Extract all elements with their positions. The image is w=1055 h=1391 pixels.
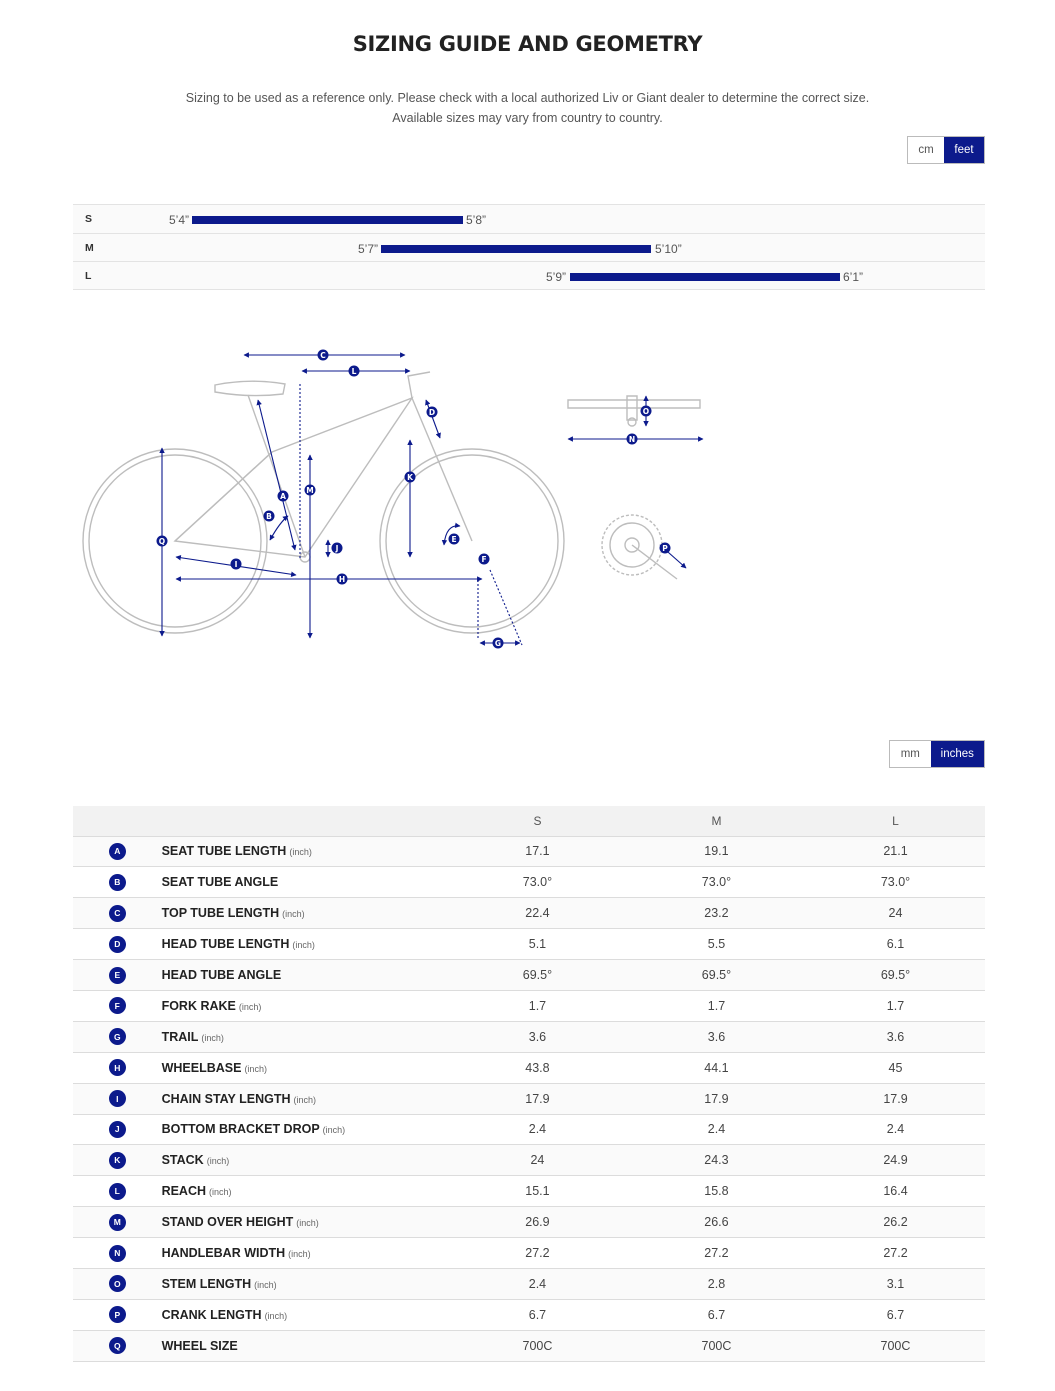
- letter-badge: B: [109, 874, 126, 891]
- size-value-cell: 3.6: [448, 1021, 627, 1052]
- svg-text:P: P: [662, 544, 668, 553]
- height-unit-toggle: [907, 136, 985, 164]
- measurement-name: FORK RAKE: [161, 998, 236, 1013]
- svg-text:Q: Q: [158, 537, 166, 546]
- measurement-name-cell: [162, 990, 448, 1021]
- cm-unit-button[interactable]: cm: [908, 137, 944, 163]
- rider-height-row-m: [73, 233, 985, 262]
- size-value-cell: 19.1: [627, 836, 806, 867]
- measurement-name: STACK: [161, 1153, 204, 1168]
- size-value-cell: 73.0°: [448, 867, 627, 898]
- geometry-row: [73, 1207, 985, 1238]
- geometry-row: [73, 1268, 985, 1299]
- feet-unit-button[interactable]: feet: [944, 137, 984, 163]
- size-value-cell: 6.7: [806, 1299, 985, 1330]
- rider-height-chart: [73, 204, 985, 290]
- size-label: S: [85, 213, 93, 225]
- size-value-cell: 1.7: [806, 990, 985, 1021]
- header-size-l: L: [806, 806, 985, 836]
- letter-badge: J: [109, 1121, 126, 1138]
- svg-text:G: G: [494, 639, 502, 648]
- size-value-cell: 24: [448, 1145, 627, 1176]
- size-value-cell: 700C: [627, 1330, 806, 1361]
- size-value-cell: 5.1: [448, 929, 627, 960]
- letter-cell: [73, 867, 162, 898]
- measurement-name-cell: [162, 1330, 448, 1361]
- letter-badge: I: [109, 1090, 126, 1107]
- measurement-unit: (inch): [238, 1001, 262, 1012]
- size-value-cell: 24.3: [627, 1145, 806, 1176]
- geometry-row: [73, 929, 985, 960]
- size-value-cell: 73.0°: [806, 867, 985, 898]
- size-value-cell: 44.1: [627, 1052, 806, 1083]
- marker-m: [305, 485, 316, 496]
- measurement-name: TOP TUBE LENGTH: [161, 906, 280, 921]
- marker-j: [332, 543, 343, 554]
- svg-text:B: B: [266, 512, 272, 521]
- letter-badge: N: [109, 1245, 126, 1262]
- measurement-name-cell: [162, 1238, 448, 1269]
- svg-text:J: J: [335, 544, 339, 553]
- size-value-cell: 26.9: [448, 1207, 627, 1238]
- svg-text:A: A: [280, 492, 286, 501]
- marker-h: [337, 574, 348, 585]
- marker-q: [157, 536, 168, 547]
- geometry-row: [73, 1238, 985, 1269]
- geometry-row: [73, 1330, 985, 1361]
- svg-text:I: I: [234, 560, 238, 569]
- size-value-cell: 26.6: [627, 1207, 806, 1238]
- svg-text:D: D: [428, 408, 436, 417]
- size-value-cell: 15.8: [627, 1176, 806, 1207]
- measurement-unit: (inch): [244, 1063, 267, 1074]
- measurement-name-cell: [162, 1083, 448, 1114]
- size-value-cell: 2.4: [627, 1114, 806, 1145]
- letter-cell: [73, 1176, 162, 1207]
- letter-cell: [73, 898, 162, 929]
- letter-cell: [73, 1052, 162, 1083]
- svg-text:H: H: [338, 575, 346, 584]
- measurement-name: SEAT TUBE LENGTH: [161, 844, 287, 859]
- measurement-unit: (inch): [206, 1156, 230, 1167]
- measurement-name-cell: [162, 1268, 448, 1299]
- marker-e: [449, 534, 460, 545]
- letter-cell: [73, 960, 162, 991]
- size-value-cell: 3.6: [806, 1021, 985, 1052]
- letter-cell: [73, 990, 162, 1021]
- geometry-row: [73, 1021, 985, 1052]
- subtitle-line-1: Sizing to be used as a reference only. Please check with a local authorized Liv or Giant dealer to determine the correct size.: [185, 91, 870, 105]
- size-value-cell: 69.5°: [448, 960, 627, 991]
- letter-badge: L: [109, 1183, 126, 1200]
- letter-cell: [73, 1299, 162, 1330]
- measurement-unit: (inch): [289, 847, 312, 858]
- height-range-bar: [570, 273, 840, 281]
- measurement-name: HEAD TUBE LENGTH: [161, 937, 290, 952]
- letter-badge: E: [109, 967, 126, 984]
- geometry-row: [73, 1083, 985, 1114]
- svg-text:M: M: [306, 486, 314, 495]
- mm-unit-button[interactable]: mm: [890, 741, 931, 767]
- geometry-row: [73, 1114, 985, 1145]
- measurement-name: SEAT TUBE ANGLE: [161, 875, 279, 890]
- size-label: M: [85, 241, 94, 254]
- height-min: 5’4”: [168, 213, 189, 227]
- geometry-unit-toggle: [889, 740, 985, 768]
- geometry-row: [73, 960, 985, 991]
- letter-cell: [73, 1145, 162, 1176]
- size-value-cell: 17.9: [806, 1083, 985, 1114]
- size-value-cell: 69.5°: [627, 960, 806, 991]
- letter-cell: [73, 1114, 162, 1145]
- letter-badge: P: [109, 1306, 126, 1323]
- marker-a: [278, 491, 289, 502]
- marker-g: [493, 638, 504, 649]
- size-value-cell: 6.7: [448, 1299, 627, 1330]
- measurement-name-cell: [162, 1145, 448, 1176]
- rider-height-row-s: [73, 204, 985, 233]
- measurement-unit: (inch): [292, 940, 315, 951]
- size-value-cell: 3.6: [627, 1021, 806, 1052]
- svg-text:F: F: [481, 555, 487, 564]
- measurement-name: STEM LENGTH: [161, 1276, 252, 1291]
- size-value-cell: 2.4: [448, 1268, 627, 1299]
- measurement-name: HEAD TUBE ANGLE: [161, 968, 282, 982]
- size-value-cell: 3.1: [806, 1268, 985, 1299]
- size-value-cell: 17.1: [448, 836, 627, 867]
- marker-p: [660, 543, 671, 554]
- handlebar-drawing: [568, 396, 700, 426]
- measurement-unit: (inch): [296, 1218, 319, 1229]
- subtitle-line-2: Available sizes may vary from country to country.: [392, 111, 663, 125]
- marker-i: [231, 559, 242, 570]
- svg-text:O: O: [642, 407, 650, 416]
- size-value-cell: 27.2: [627, 1238, 806, 1269]
- header-measurement: [162, 806, 448, 836]
- letter-badge: H: [109, 1059, 126, 1076]
- svg-text:E: E: [451, 535, 457, 544]
- rider-height-row-l: [73, 261, 985, 290]
- size-value-cell: 6.1: [806, 929, 985, 960]
- height-range-bar: [381, 245, 651, 253]
- measurement-name: BOTTOM BRACKET DROP: [161, 1122, 320, 1137]
- height-max: 5’10”: [655, 241, 682, 256]
- letter-badge: A: [109, 843, 126, 860]
- letter-cell: [73, 1238, 162, 1269]
- dimension-lines: [162, 355, 703, 645]
- measurement-name-cell: [162, 898, 448, 929]
- geometry-row: [73, 1052, 985, 1083]
- geometry-table: [73, 806, 985, 1362]
- marker-d: [427, 407, 438, 418]
- geometry-row: [73, 867, 985, 898]
- bike-geometry-diagram: [70, 330, 730, 660]
- size-value-cell: 27.2: [448, 1238, 627, 1269]
- measurement-name: WHEELBASE: [161, 1060, 242, 1075]
- measurement-name: STAND OVER HEIGHT: [161, 1215, 294, 1230]
- size-value-cell: 17.9: [627, 1083, 806, 1114]
- geometry-row: [73, 836, 985, 867]
- size-value-cell: 21.1: [806, 836, 985, 867]
- marker-k: [405, 472, 416, 483]
- measurement-name: CHAIN STAY LENGTH: [161, 1091, 291, 1106]
- measurement-name-cell: [162, 960, 448, 991]
- measurement-name-cell: [162, 1176, 448, 1207]
- size-value-cell: 700C: [806, 1330, 985, 1361]
- geometry-header-row: [73, 806, 985, 836]
- marker-o: [641, 406, 652, 417]
- size-value-cell: 23.2: [627, 898, 806, 929]
- height-min: 5’7”: [357, 241, 378, 256]
- letter-cell: [73, 1330, 162, 1361]
- geometry-row: [73, 1145, 985, 1176]
- letter-cell: [73, 836, 162, 867]
- height-max: 6’1”: [843, 270, 864, 284]
- bike-frame-drawing: [83, 372, 564, 633]
- measurement-unit: (inch): [322, 1125, 346, 1136]
- marker-l: [349, 366, 360, 377]
- size-value-cell: 2.4: [448, 1114, 627, 1145]
- measurement-name: CRANK LENGTH: [161, 1307, 262, 1322]
- page-subtitle: [0, 88, 1055, 128]
- measurement-name-cell: [162, 1299, 448, 1330]
- measurement-name-cell: [162, 1021, 448, 1052]
- size-value-cell: 22.4: [448, 898, 627, 929]
- size-value-cell: 45: [806, 1052, 985, 1083]
- svg-text:K: K: [407, 473, 413, 482]
- letter-badge: O: [109, 1275, 126, 1292]
- letter-badge: M: [109, 1214, 126, 1231]
- height-range-bar: [192, 216, 463, 224]
- letter-badge: D: [109, 936, 126, 953]
- measurement-name: HANDLEBAR WIDTH: [161, 1246, 286, 1261]
- measurement-unit: (inch): [282, 909, 305, 920]
- geometry-row: [73, 898, 985, 929]
- measurement-name-cell: [162, 1114, 448, 1145]
- geometry-row: [73, 1299, 985, 1330]
- size-value-cell: 2.4: [806, 1114, 985, 1145]
- size-value-cell: 1.7: [627, 990, 806, 1021]
- measurement-unit: (inch): [209, 1187, 232, 1198]
- marker-c: [318, 350, 329, 361]
- letter-cell: [73, 1268, 162, 1299]
- geometry-row: [73, 990, 985, 1021]
- height-min: 5’9”: [545, 270, 566, 284]
- svg-text:C: C: [320, 351, 326, 360]
- letter-cell: [73, 929, 162, 960]
- size-value-cell: 69.5°: [806, 960, 985, 991]
- marker-n: [627, 434, 638, 445]
- measurement-name-cell: [162, 1052, 448, 1083]
- size-value-cell: 5.5: [627, 929, 806, 960]
- measurement-name: TRAIL: [161, 1029, 199, 1044]
- letter-cell: [73, 1021, 162, 1052]
- letter-badge: G: [109, 1028, 126, 1045]
- header-size-m: M: [627, 806, 806, 836]
- header-size-s: S: [448, 806, 627, 836]
- size-value-cell: 16.4: [806, 1176, 985, 1207]
- measurement-unit: (inch): [288, 1249, 311, 1260]
- measurement-unit: (inch): [264, 1310, 288, 1321]
- size-value-cell: 73.0°: [627, 867, 806, 898]
- letter-badge: C: [109, 905, 126, 922]
- svg-text:N: N: [628, 435, 636, 444]
- size-value-cell: 1.7: [448, 990, 627, 1021]
- measurement-name-cell: [162, 929, 448, 960]
- size-value-cell: 27.2: [806, 1238, 985, 1269]
- size-value-cell: 17.9: [448, 1083, 627, 1114]
- letter-badge: F: [109, 997, 126, 1014]
- measurement-name: REACH: [161, 1184, 207, 1199]
- measurement-unit: (inch): [293, 1094, 317, 1105]
- measurement-name: WHEEL SIZE: [161, 1338, 238, 1353]
- measurement-name-cell: [162, 1207, 448, 1238]
- svg-text:L: L: [351, 367, 357, 376]
- page-title: SIZING GUIDE AND GEOMETRY: [352, 32, 703, 56]
- size-value-cell: 700C: [448, 1330, 627, 1361]
- size-value-cell: 26.2: [806, 1207, 985, 1238]
- marker-f: [479, 554, 490, 565]
- geometry-row: [73, 1176, 985, 1207]
- measurement-unit: (inch): [254, 1279, 277, 1290]
- measurement-name-cell: [162, 867, 448, 898]
- letter-badge: Q: [109, 1337, 126, 1354]
- measurement-unit: (inch): [201, 1032, 224, 1043]
- size-value-cell: 15.1: [448, 1176, 627, 1207]
- inches-unit-button[interactable]: inches: [931, 741, 984, 767]
- measurement-name-cell: [162, 836, 448, 867]
- marker-b: [264, 511, 275, 522]
- size-value-cell: 24.9: [806, 1145, 985, 1176]
- height-max: 5’8”: [466, 213, 487, 227]
- size-value-cell: 43.8: [448, 1052, 627, 1083]
- size-value-cell: 24: [806, 898, 985, 929]
- header-letter: [73, 806, 162, 836]
- size-value-cell: 6.7: [627, 1299, 806, 1330]
- size-label: L: [85, 270, 92, 282]
- letter-badge: K: [109, 1152, 126, 1169]
- size-value-cell: 2.8: [627, 1268, 806, 1299]
- letter-cell: [73, 1083, 162, 1114]
- letter-cell: [73, 1207, 162, 1238]
